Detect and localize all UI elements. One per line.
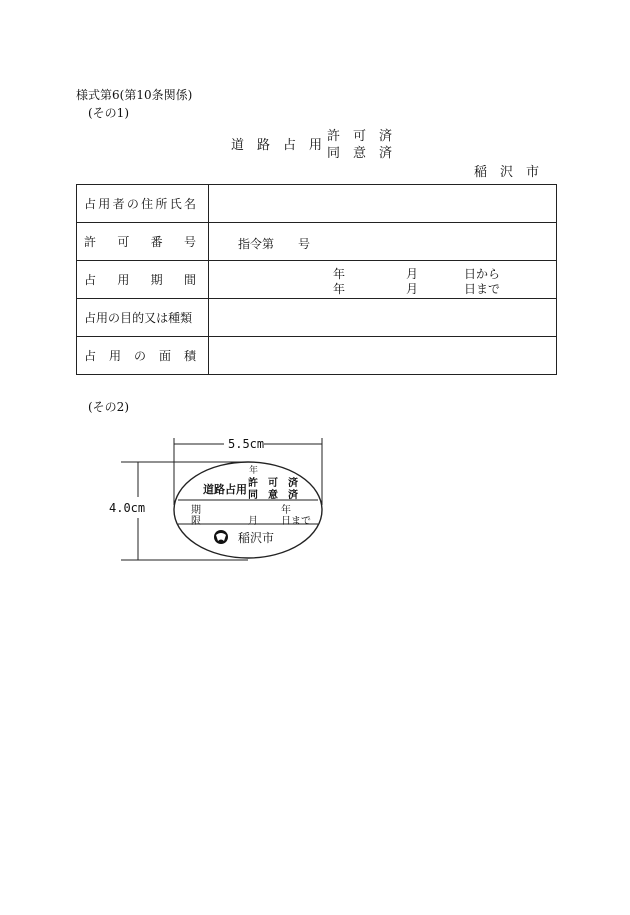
title-option-permit: 許 可 済	[327, 129, 393, 144]
sticker-period-a: 期	[191, 505, 201, 516]
sticker-year-top: 年	[249, 466, 259, 476]
label-purpose-text: 占 用 の 目 的 又 は 種 類	[84, 311, 193, 325]
title-main: 道 路 占 用	[231, 138, 323, 153]
city-emblem-icon	[214, 530, 228, 544]
period-to-month: 月	[406, 282, 419, 296]
label-occupant-text: 占 用 者 の 住 所 氏 名	[84, 197, 196, 211]
title-option-consent: 同 意 済	[327, 146, 393, 161]
part-one-label: (その1)	[88, 106, 129, 120]
sticker-consent: 同 意 済	[248, 490, 298, 501]
sticker-permit: 許 可 済	[248, 478, 298, 489]
label-period-text: 占 用 期 間	[84, 273, 196, 287]
part-two-label: (その2)	[88, 400, 129, 414]
width-label: 5.5cm	[228, 437, 265, 451]
sticker-period-b: 限	[191, 516, 201, 527]
period-from-day: 日から	[464, 267, 501, 281]
period-to-year: 年	[333, 282, 346, 296]
period-from-year: 年	[333, 267, 346, 281]
sticker-year: 年	[281, 505, 291, 516]
sticker-city: 稲沢市	[238, 531, 275, 545]
issuer-name: 稲 沢 市	[474, 165, 540, 180]
period-from-month: 月	[406, 267, 419, 281]
sticker-road-use: 道路占用	[203, 483, 247, 496]
sticker-month: 月	[248, 516, 258, 527]
permit-number-prefix: 指令第	[238, 237, 275, 251]
sticker-until: 日まで	[281, 516, 311, 527]
label-area-text: 占 用 の 面 積	[84, 349, 196, 363]
height-label: 4.0cm	[109, 501, 146, 515]
form-reference: 様式第6(第10条関係)	[76, 88, 193, 102]
permit-number-suffix: 号	[298, 237, 311, 251]
period-to-day: 日まで	[464, 282, 501, 296]
label-permit-number-text: 許 可 番 号	[84, 235, 196, 249]
